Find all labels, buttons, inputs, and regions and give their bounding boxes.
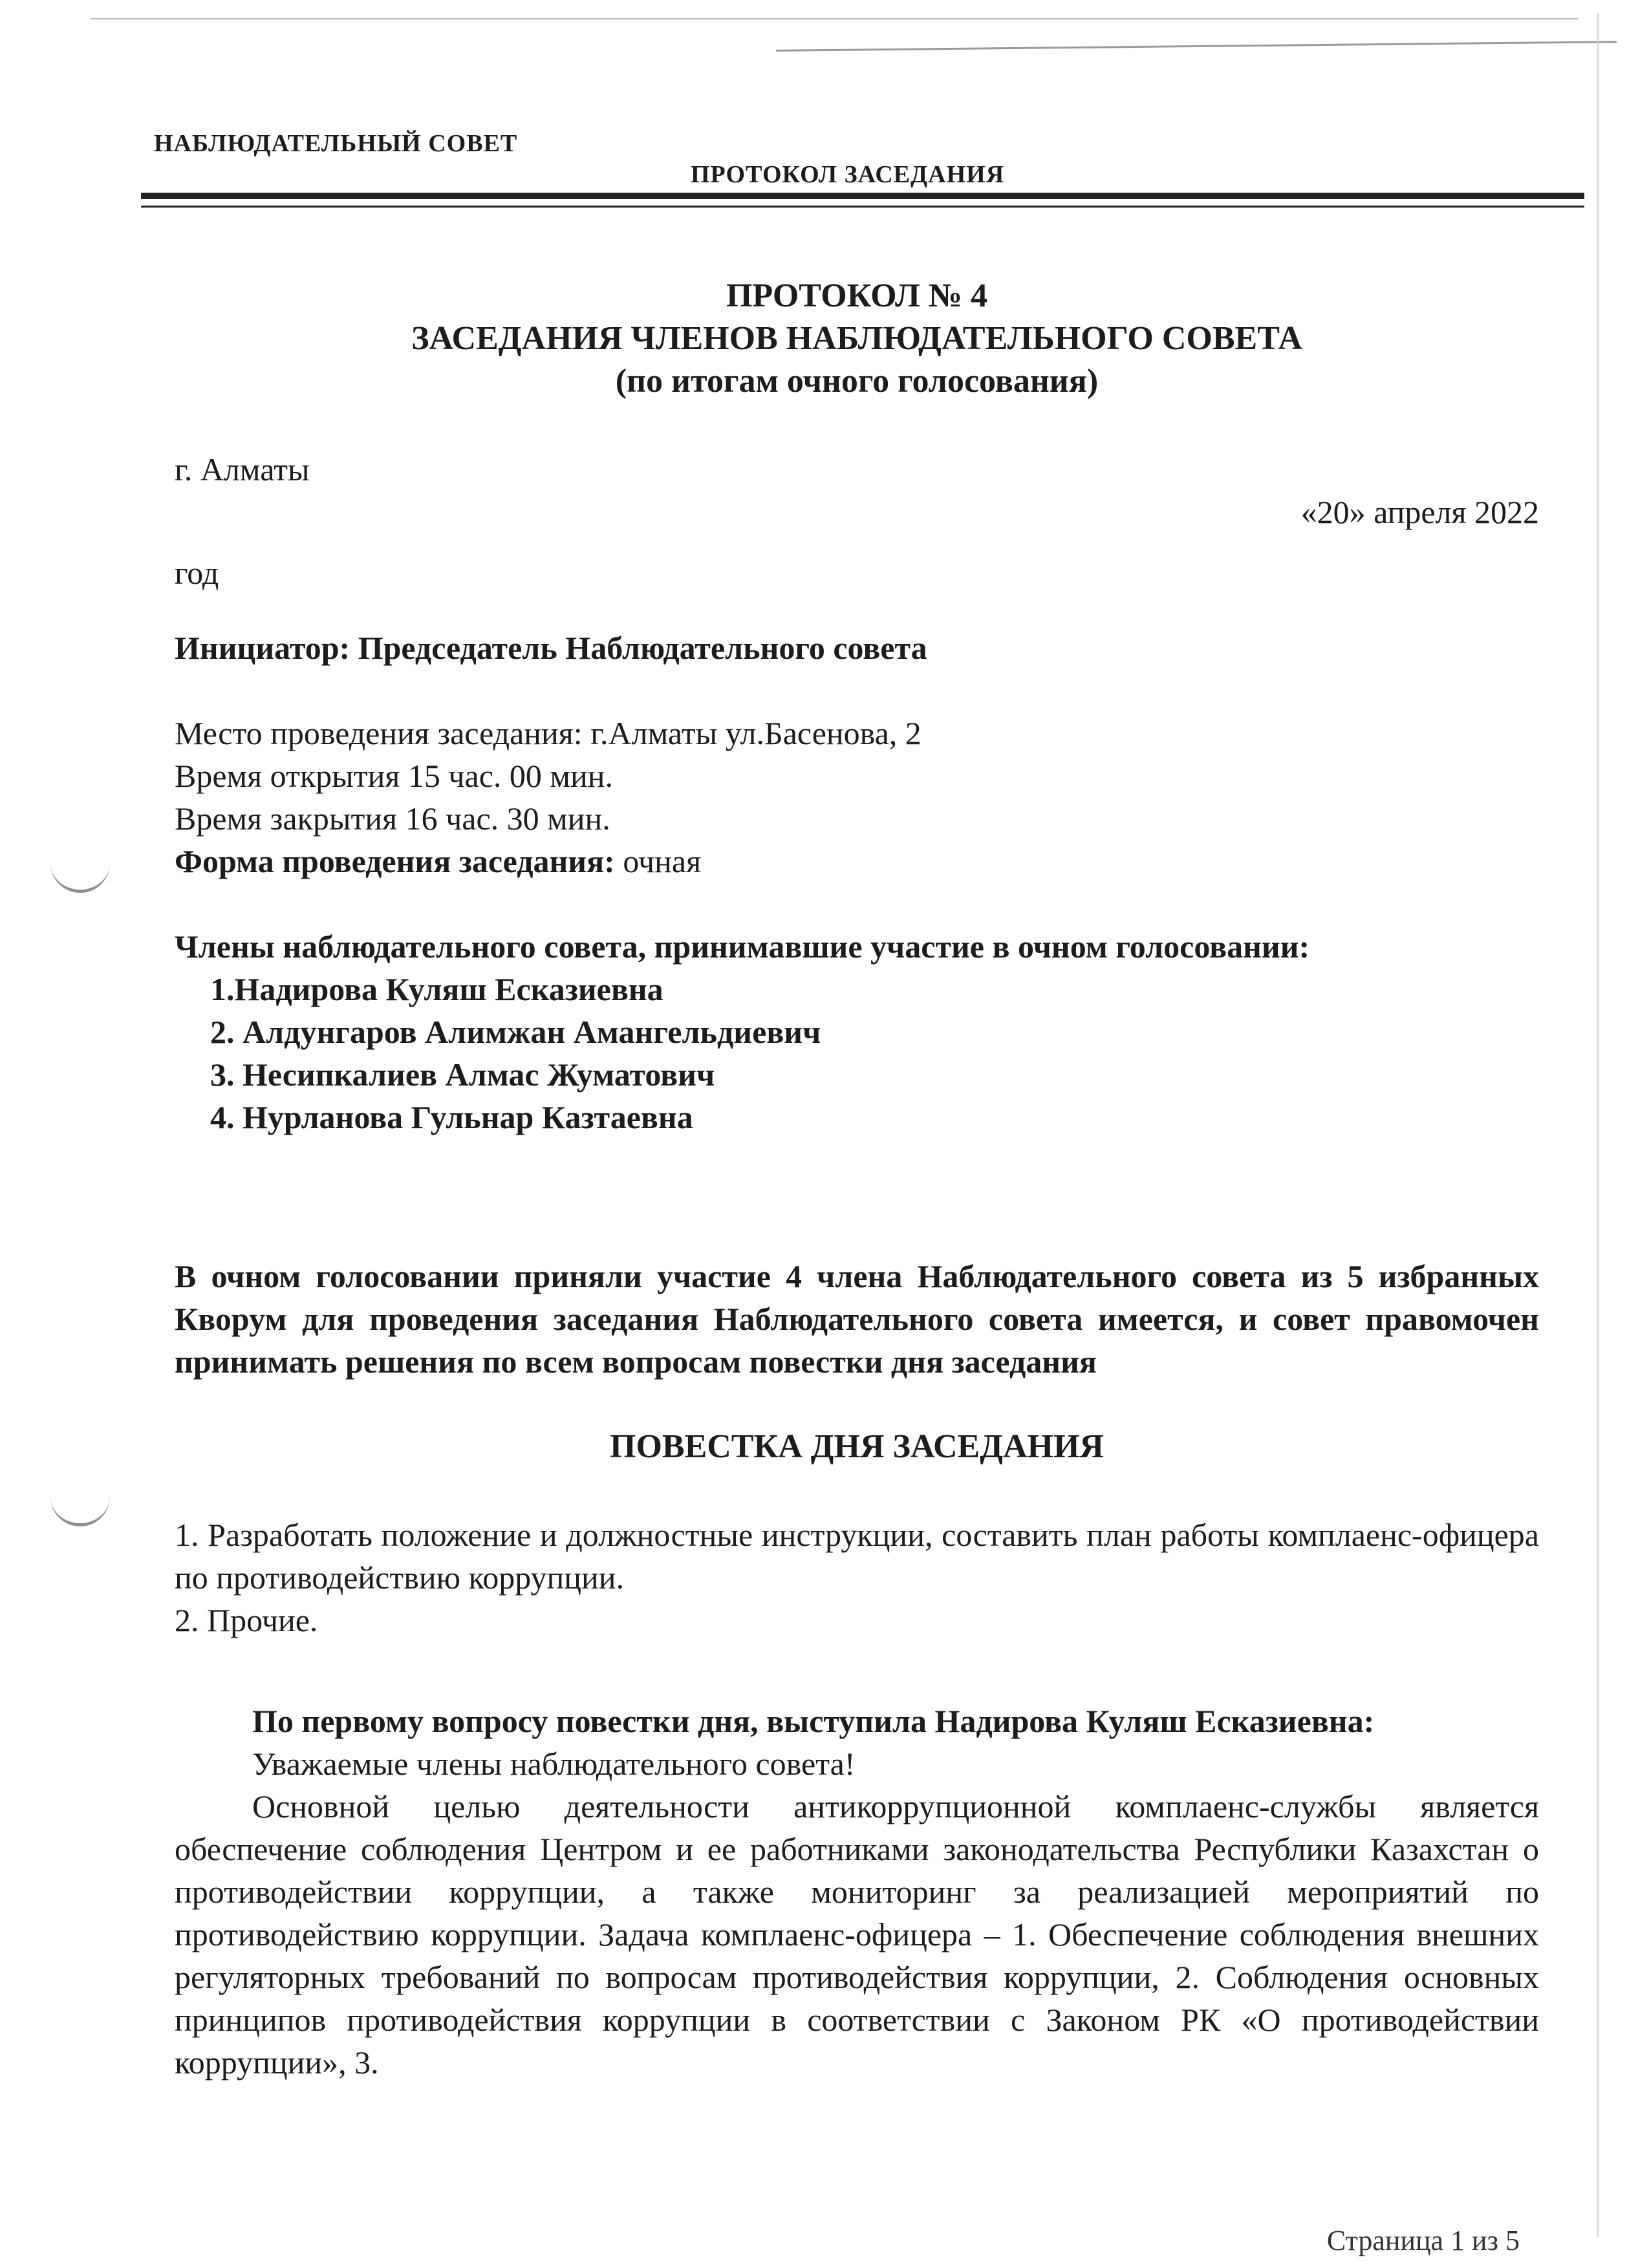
header-organization: НАБЛЮДАТЕЛЬНЫЙ СОВЕТ	[154, 130, 518, 157]
agenda-list	[175, 1514, 1539, 1642]
scan-line	[1597, 13, 1599, 2237]
body-paragraph: Основной целью деятельности антикоррупционной комплаенс-службы является обеспечение соблюдения Центром и ее работниками законодательства Республики Казахстан о противодействии коррупции, а также мониторинг за реализацией мероприятий по противодействию коррупции. Задача комплаенс-офицера – 1. Обеспечение соблюдения внешних регуляторных требований по вопросам противодействия коррупции, 2. Соблюдения основных принципов противодействия коррупции в соответствии с Законом РК «О противодействии коррупции», 3.	[175, 1788, 1539, 2081]
document-header	[141, 129, 1584, 220]
open-time: Время открытия 15 час. 00 мин.	[175, 758, 614, 794]
year-word: год	[175, 555, 219, 591]
scan-edge-marks	[0, 0, 1649, 58]
meeting-form-value: очная	[614, 843, 702, 879]
member-item: 1.Надирова Куляш Есказиевна	[210, 971, 663, 1007]
header-rule	[141, 193, 1584, 199]
document-title	[175, 275, 1539, 403]
members-heading: Члены наблюдательного совета, принимавшие участие в очном голосовании:	[175, 928, 1310, 965]
binder-hole-mark	[50, 860, 110, 893]
binder-hole-mark	[50, 1493, 110, 1526]
page-number: Страница 1 из 5	[1326, 2225, 1520, 2256]
greeting: Уважаемые члены наблюдательного совета!	[252, 1746, 856, 1782]
scan-line	[91, 18, 1578, 19]
agenda-title: ПОВЕСТКА ДНЯ ЗАСЕДАНИЯ	[610, 1428, 1104, 1465]
agenda-item: 2. Прочие.	[175, 1602, 318, 1638]
initiator: Инициатор: Председатель Наблюдательного совета	[175, 630, 927, 666]
member-item: 3. Несипкалиев Алмас Жуматович	[210, 1056, 715, 1093]
scan-line	[776, 41, 1617, 52]
member-item: 2. Алдунгаров Алимжан Амангельдиевич	[210, 1014, 821, 1050]
city: г. Алматы	[175, 451, 310, 487]
speaker-intro: По первому вопросу повестки дня, выступила Надирова Куляш Есказиевна:	[252, 1703, 1375, 1739]
meeting-form-label: Форма проведения заседания:	[175, 843, 615, 879]
header-document-type: ПРОТОКОЛ ЗАСЕДАНИЯ	[691, 161, 1005, 188]
meeting-place: Место проведения заседания: г.Алматы ул.Басенова, 2	[175, 715, 921, 751]
quorum-statement: В очном голосовании приняли участие 4 члена Наблюдательного совета из 5 избранных Кворум для проведения заседания Наблюдательного совета имеется, и совет правомочен принимать решения по всем вопросам повестки дня заседания	[175, 1258, 1539, 1380]
title-line-3: (по итогам очного голосования)	[615, 363, 1099, 400]
document-body	[175, 275, 1539, 2084]
title-line-1: ПРОТОКОЛ № 4	[726, 277, 988, 314]
meeting-form	[175, 840, 1539, 883]
agenda-item: 1. Разработать положение и должностные инструкции, составить план работы комплаенс-офицера по противодействию коррупции.	[175, 1517, 1539, 1596]
close-time: Время закрытия 16 час. 30 мин.	[175, 800, 610, 837]
header-rule	[141, 206, 1584, 208]
title-line-2: ЗАСЕДАНИЯ ЧЛЕНОВ НАБЛЮДАТЕЛЬНОГО СОВЕТА	[411, 320, 1302, 357]
member-item: 4. Нурланова Гульнар Казтаевна	[210, 1099, 693, 1135]
date: «20» апреля 2022	[1300, 494, 1539, 530]
members-list	[175, 968, 1539, 1139]
